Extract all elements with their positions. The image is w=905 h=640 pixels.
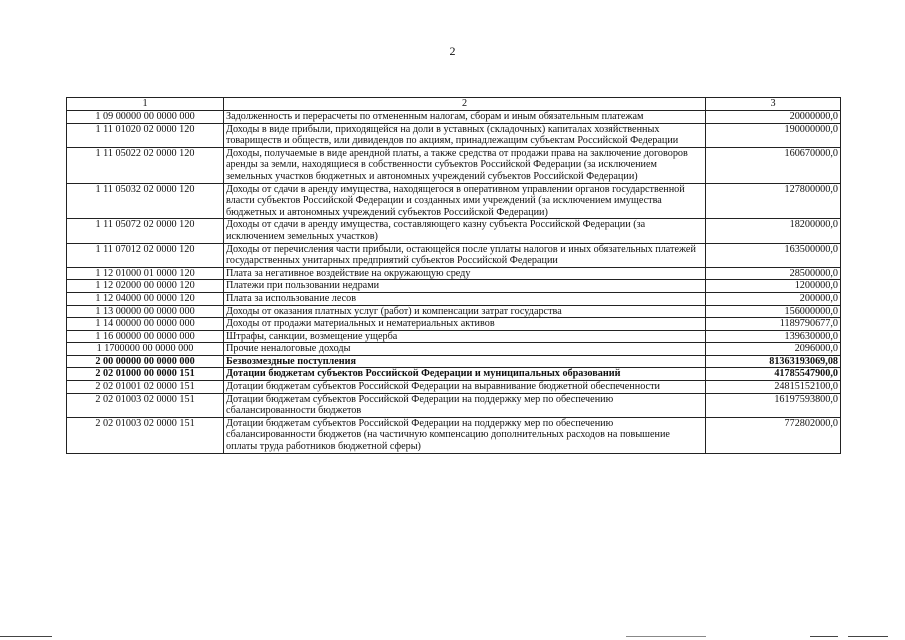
row-name: Доходы от перечисления части прибыли, остающейся после уплаты налогов и иных обязательных платежей государственных унитарных предприятий субъектов Российской Федерации: [224, 243, 706, 267]
column-header-code: 1: [67, 98, 224, 111]
row-code: 1 11 07012 02 0000 120: [67, 243, 224, 267]
row-amount: 1200000,0: [706, 280, 841, 293]
scan-artifact-line: [810, 636, 838, 637]
table-row: [67, 355, 841, 368]
table-row: [67, 292, 841, 305]
row-code: 1 11 01020 02 0000 120: [67, 123, 224, 147]
table-row: [67, 318, 841, 331]
table-row: [67, 183, 841, 219]
row-amount: 160670000,0: [706, 147, 841, 183]
row-code: 1 14 00000 00 0000 000: [67, 318, 224, 331]
row-amount: 41785547900,0: [706, 368, 841, 381]
table-row: [67, 393, 841, 417]
row-amount: 156000000,0: [706, 305, 841, 318]
table-row: [67, 243, 841, 267]
row-code: 2 02 01003 02 0000 151: [67, 417, 224, 453]
row-code: 1 11 05032 02 0000 120: [67, 183, 224, 219]
row-code: 1 13 00000 00 0000 000: [67, 305, 224, 318]
row-code: 1 12 01000 01 0000 120: [67, 267, 224, 280]
column-header-name: 2: [224, 98, 706, 111]
row-code: 1 16 00000 00 0000 000: [67, 330, 224, 343]
table-row: [67, 368, 841, 381]
row-name: Доходы от сдачи в аренду имущества, составляющего казну субъекта Российской Федерации (за исключением земельных участков): [224, 219, 706, 243]
revenue-table: [66, 97, 841, 454]
table-row: [67, 280, 841, 293]
row-name: Безвозмездные поступления: [224, 355, 706, 368]
row-amount: 772802000,0: [706, 417, 841, 453]
row-amount: 127800000,0: [706, 183, 841, 219]
row-amount: 81363193069,08: [706, 355, 841, 368]
page-number: 2: [449, 44, 456, 58]
row-code: 1 11 05022 02 0000 120: [67, 147, 224, 183]
row-amount: 1189790677,0: [706, 318, 841, 331]
row-name: Доходы от оказания платных услуг (работ) и компенсации затрат государства: [224, 305, 706, 318]
row-amount: 16197593800,0: [706, 393, 841, 417]
scan-artifact-line: [848, 636, 888, 637]
row-amount: 139630000,0: [706, 330, 841, 343]
row-name: Доходы от сдачи в аренду имущества, находящегося в оперативном управлении органов государственной власти субъектов Российской Федерации и созданных ими учреждений (за исключением имущества бюджетных и автономных учреждений субъектов Российской Федерации): [224, 183, 706, 219]
row-code: 1 1700000 00 0000 000: [67, 343, 224, 356]
row-name: Задолженность и перерасчеты по отмененным налогам, сборам и иным обязательным платежам: [224, 111, 706, 124]
row-amount: 28500000,0: [706, 267, 841, 280]
table-row: [67, 147, 841, 183]
row-code: 1 12 04000 00 0000 120: [67, 292, 224, 305]
table-row: [67, 381, 841, 394]
scan-artifact-line: [626, 636, 706, 637]
row-name: Плата за использование лесов: [224, 292, 706, 305]
table-row: [67, 219, 841, 243]
row-amount: 18200000,0: [706, 219, 841, 243]
row-name: Дотации бюджетам субъектов Российской Федерации на поддержку мер по обеспечению сбалансированности бюджетов: [224, 393, 706, 417]
table-header-row: [67, 98, 841, 111]
row-name: Доходы в виде прибыли, приходящейся на доли в уставных (складочных) капиталах хозяйственных товариществ и обществ, или дивидендов по акциям, принадлежащим субъектам Российской Федерации: [224, 123, 706, 147]
row-name: Доходы, получаемые в виде арендной платы, а также средства от продажи права на заключение договоров аренды за земли, находящиеся в собственности субъектов Российской Федерации (за исключением земельных участков бюджетных и автономных учреждений субъектов Российской Федерации): [224, 147, 706, 183]
row-amount: 2096000,0: [706, 343, 841, 356]
scan-artifact-line: [0, 636, 52, 637]
table-row: [67, 343, 841, 356]
row-name: Платежи при пользовании недрами: [224, 280, 706, 293]
table-row: [67, 111, 841, 124]
row-amount: 24815152100,0: [706, 381, 841, 394]
row-code: 1 12 02000 00 0000 120: [67, 280, 224, 293]
row-name: Дотации бюджетам субъектов Российской Федерации на выравнивание бюджетной обеспеченности: [224, 381, 706, 394]
row-name: Доходы от продажи материальных и нематериальных активов: [224, 318, 706, 331]
row-amount: 190000000,0: [706, 123, 841, 147]
row-name: Дотации бюджетам субъектов Российской Федерации и муниципальных образований: [224, 368, 706, 381]
row-code: 2 02 01000 00 0000 151: [67, 368, 224, 381]
row-name: Прочие неналоговые доходы: [224, 343, 706, 356]
row-code: 2 02 01003 02 0000 151: [67, 393, 224, 417]
table-row: [67, 330, 841, 343]
table-row: [67, 123, 841, 147]
row-amount: 163500000,0: [706, 243, 841, 267]
row-code: 2 02 01001 02 0000 151: [67, 381, 224, 394]
row-name: Дотации бюджетам субъектов Российской Федерации на поддержку мер по обеспечению сбалансированности бюджетов (на частичную компенсацию дополнительных расходов на повышение оплаты труда работников бюджетной сферы): [224, 417, 706, 453]
row-name: Штрафы, санкции, возмещение ущерба: [224, 330, 706, 343]
row-code: 2 00 00000 00 0000 000: [67, 355, 224, 368]
table-row: [67, 417, 841, 453]
row-name: Плата за негативное воздействие на окружающую среду: [224, 267, 706, 280]
row-amount: 20000000,0: [706, 111, 841, 124]
row-code: 1 11 05072 02 0000 120: [67, 219, 224, 243]
row-amount: 200000,0: [706, 292, 841, 305]
row-code: 1 09 00000 00 0000 000: [67, 111, 224, 124]
table-row: [67, 305, 841, 318]
column-header-amount: 3: [706, 98, 841, 111]
table-row: [67, 267, 841, 280]
